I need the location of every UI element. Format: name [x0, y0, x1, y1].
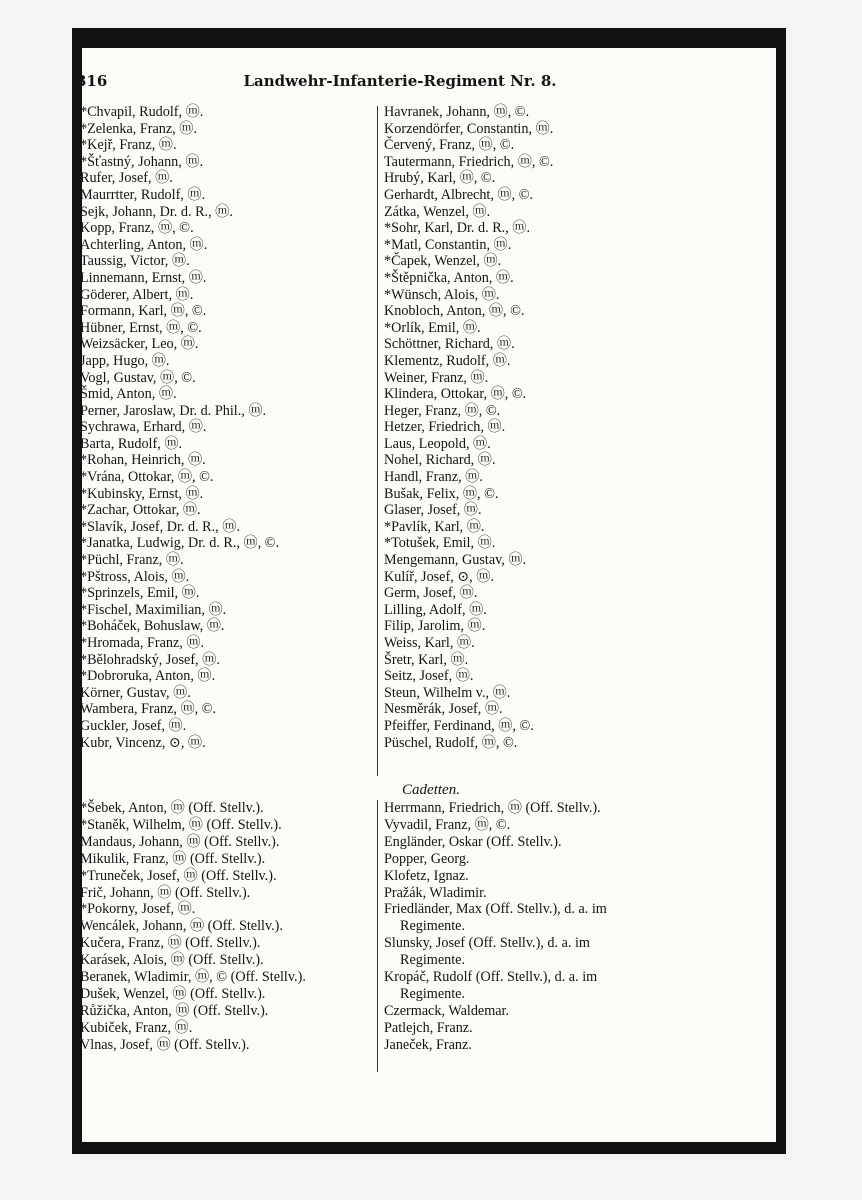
list-item: Hetzer, Friedrich, ⓜ. [384, 419, 506, 436]
list-item: Steun, Wilhelm v., ⓜ. [384, 684, 511, 701]
list-item: Formann, Karl, ⓜ, ©. [80, 303, 207, 320]
list-item: *Fischel, Maximilian, ⓜ. [80, 601, 227, 618]
entry-text: Klofetz, Ignaz. [384, 867, 469, 884]
list-item [384, 851, 689, 868]
entry-text: Patlejch, Franz. [384, 1019, 473, 1036]
list-item: Seitz, Josef, ⓜ. [384, 668, 474, 685]
entry-continuation: Regimente. [400, 952, 466, 969]
list-item: *Wünsch, Alois, ⓜ. [384, 286, 500, 303]
list-item [384, 1037, 689, 1054]
list-item: *Kejř, Franz, ⓜ. [80, 137, 177, 154]
entry-text: Slunsky, Josef (Off. Stellv.), d. a. im [384, 935, 590, 952]
entry-text: Herrmann, Friedrich, ⓜ (Off. Stellv.). [384, 800, 601, 816]
officers-right-column [384, 104, 684, 751]
list-item: Filip, Jarolim, ⓜ. [384, 618, 486, 635]
list-item [384, 969, 689, 1003]
entry-continuation: Regimente. [400, 918, 466, 935]
list-item: Hübner, Ernst, ⓜ, ©. [80, 319, 202, 336]
cadets-right-column [384, 800, 689, 1054]
entry-text: Czermack, Waldemar. [384, 1002, 510, 1019]
list-item: *Sprinzels, Emil, ⓜ. [80, 585, 200, 602]
list-item: Klindera, Ottokar, ⓜ, ©. [384, 386, 527, 403]
list-item: Beranek, Wladimir, ⓜ, © (Off. Stellv.). [80, 969, 306, 986]
list-item: Göderer, Albert, ⓜ. [80, 286, 194, 303]
list-item: Kulíř, Josef, ⊙, ⓜ. [384, 568, 495, 585]
list-item: Wambera, Franz, ⓜ, ©. [80, 701, 217, 718]
list-item: *Slavík, Josef, Dr. d. R., ⓜ. [80, 518, 241, 535]
list-item [384, 935, 689, 969]
list-item: *Zachar, Ottokar, ⓜ. [80, 502, 201, 519]
list-item: Vogl, Gustav, ⓜ, ©. [80, 369, 196, 386]
list-item: *Janatka, Ludwig, Dr. d. R., ⓜ, ©. [80, 535, 280, 552]
list-item: Klementz, Rudolf, ⓜ. [384, 352, 511, 369]
list-item: Tautermann, Friedrich, ⓜ, ©. [384, 153, 554, 170]
list-item: *Pavlík, Karl, ⓜ. [384, 518, 485, 535]
list-item: *Matl, Constantin, ⓜ. [384, 236, 512, 253]
list-item: Laus, Leopold, ⓜ. [384, 435, 491, 452]
list-item: Weizsäcker, Leo, ⓜ. [80, 336, 199, 353]
list-item: Mandaus, Johann, ⓜ (Off. Stellv.). [80, 833, 280, 850]
list-item: Karásek, Alois, ⓜ (Off. Stellv.). [80, 952, 264, 969]
list-item [384, 834, 689, 851]
entry-text: Kropáč, Rudolf (Off. Stellv.), d. a. im [384, 969, 598, 986]
list-item: Hrubý, Karl, ⓜ, ©. [384, 170, 496, 187]
list-item: Rufer, Josef, ⓜ. [80, 170, 173, 187]
list-item: Schöttner, Richard, ⓜ. [384, 336, 515, 353]
list-item [384, 1003, 689, 1020]
list-item: Šretr, Karl, ⓜ. [384, 651, 469, 668]
list-item: *Zelenka, Franz, ⓜ. [80, 120, 198, 137]
list-item: Mikulik, Franz, ⓜ (Off. Stellv.). [80, 850, 266, 867]
list-item: *Čapek, Wenzel, ⓜ. [384, 253, 502, 270]
list-item: *Chvapil, Rudolf, ⓜ. [80, 104, 204, 120]
list-item: Taussig, Victor, ⓜ. [80, 253, 190, 270]
list-item: *Vrána, Ottokar, ⓜ, ©. [80, 469, 214, 486]
list-item: *Rohan, Heinrich, ⓜ. [80, 452, 206, 469]
list-item: Nesměrák, Josef, ⓜ. [384, 701, 503, 718]
list-item: Růžička, Anton, ⓜ (Off. Stellv.). [80, 1002, 269, 1019]
entry-text: Janeček, Franz. [384, 1036, 472, 1053]
list-item: Püschel, Rudolf, ⓜ, ©. [384, 734, 518, 751]
list-item: Lilling, Adolf, ⓜ. [384, 601, 487, 618]
list-item [384, 901, 689, 935]
entry-text: Popper, Georg. [384, 850, 470, 867]
list-item: Handl, Franz, ⓜ. [384, 469, 483, 486]
list-item: Weiner, Franz, ⓜ. [384, 369, 489, 386]
running-head: Landwehr-Infanterie-Regiment Nr. 8. [243, 72, 557, 90]
list-item: Knobloch, Anton, ⓜ, ©. [384, 303, 525, 320]
officers-left-column [80, 104, 435, 751]
list-item: Heger, Franz, ⓜ, ©. [384, 402, 501, 419]
list-item: Linnemann, Ernst, ⓜ. [80, 269, 207, 286]
list-item: *Truneček, Josef, ⓜ (Off. Stellv.). [80, 867, 277, 884]
list-item: Sejk, Johann, Dr. d. R., ⓜ. [80, 203, 233, 220]
entry-text: Engländer, Oskar (Off. Stellv.). [384, 833, 562, 850]
list-item: Japp, Hugo, ⓜ. [80, 352, 170, 369]
list-item: *Bělohradský, Josef, ⓜ. [80, 651, 220, 668]
list-item: Pfeiffer, Ferdinand, ⓜ, ©. [384, 717, 534, 734]
column-divider [377, 800, 378, 1072]
list-item [384, 817, 689, 834]
cadets-left-column [80, 800, 377, 1054]
list-item: Kubiček, Franz, ⓜ. [80, 1019, 193, 1036]
list-item: Korzendörfer, Constantin, ⓜ. [384, 120, 554, 137]
list-item: *Boháček, Bohuslaw, ⓜ. [80, 618, 225, 635]
list-item: Barta, Rudolf, ⓜ. [80, 435, 183, 452]
list-item [384, 868, 689, 885]
list-item: Achterling, Anton, ⓜ. [80, 236, 208, 253]
list-item: Perner, Jaroslaw, Dr. d. Phil., ⓜ. [80, 402, 267, 419]
list-item: Germ, Josef, ⓜ. [384, 585, 478, 602]
list-item [384, 800, 689, 817]
list-item: *Kubinsky, Ernst, ⓜ. [80, 485, 204, 502]
list-item: Gerhardt, Albrecht, ⓜ, ©. [384, 186, 534, 203]
list-item: Kučera, Franz, ⓜ (Off. Stellv.). [80, 935, 261, 952]
list-item: *Totušek, Emil, ⓜ. [384, 535, 496, 552]
list-item: *Sohr, Karl, Dr. d. R., ⓜ. [384, 220, 531, 237]
entry-text: Friedländer, Max (Off. Stellv.), d. a. im [384, 901, 607, 918]
list-item: Bušak, Felix, ⓜ, ©. [384, 485, 499, 502]
list-item: *Šťastný, Johann, ⓜ. [80, 153, 204, 170]
list-item: Glaser, Josef, ⓜ. [384, 502, 482, 519]
list-item: Nohel, Richard, ⓜ. [384, 452, 496, 469]
list-item: Wencálek, Johann, ⓜ (Off. Stellv.). [80, 918, 283, 935]
list-item: *Orlík, Emil, ⓜ. [384, 319, 481, 336]
list-item: Kopp, Franz, ⓜ, ©. [80, 220, 194, 237]
list-item: *Šebek, Anton, ⓜ (Off. Stellv.). [80, 800, 264, 816]
list-item: *Dobroruka, Anton, ⓜ. [80, 668, 216, 685]
entry-text: Vyvadil, Franz, ⓜ, ©. [384, 816, 511, 833]
list-item: Kubr, Vincenz, ⊙, ⓜ. [80, 734, 206, 751]
list-item: *Staněk, Wilhelm, ⓜ (Off. Stellv.). [80, 816, 282, 833]
section-title-cadets: Cadetten. [402, 782, 460, 798]
list-item: Frič, Johann, ⓜ (Off. Stellv.). [80, 884, 251, 901]
list-item: *Pštross, Alois, ⓜ. [80, 568, 190, 585]
list-item: Dušek, Wenzel, ⓜ (Off. Stellv.). [80, 985, 266, 1002]
list-item: Weiss, Karl, ⓜ. [384, 635, 475, 651]
list-item: Havranek, Johann, ⓜ, ©. [384, 104, 530, 120]
list-item: Sychrawa, Erhard, ⓜ. [80, 419, 207, 436]
list-item: Mengemann, Gustav, ⓜ. [384, 552, 527, 569]
list-item: Maurrtter, Rudolf, ⓜ. [80, 186, 206, 203]
list-item: *Hromada, Franz, ⓜ. [80, 635, 205, 651]
list-item: Zátka, Wenzel, ⓜ. [384, 203, 491, 220]
list-item: *Püchl, Franz, ⓜ. [80, 552, 184, 569]
list-item: *Pokorny, Josef, ⓜ. [80, 901, 196, 918]
page-number: 316 [76, 72, 108, 90]
list-item: Vlnas, Josef, ⓜ (Off. Stellv.). [80, 1036, 250, 1053]
entry-text: Pražák, Wladimir. [384, 884, 487, 901]
list-item: Červený, Franz, ⓜ, ©. [384, 137, 515, 154]
list-item: Šmid, Anton, ⓜ. [80, 386, 177, 403]
list-item [384, 885, 689, 902]
list-item: Körner, Gustav, ⓜ. [80, 684, 191, 701]
column-divider [377, 106, 378, 776]
list-item [384, 1020, 689, 1037]
list-item: *Štěpnička, Anton, ⓜ. [384, 269, 514, 286]
entry-continuation: Regimente. [400, 985, 466, 1002]
list-item: Guckler, Josef, ⓜ. [80, 717, 187, 734]
